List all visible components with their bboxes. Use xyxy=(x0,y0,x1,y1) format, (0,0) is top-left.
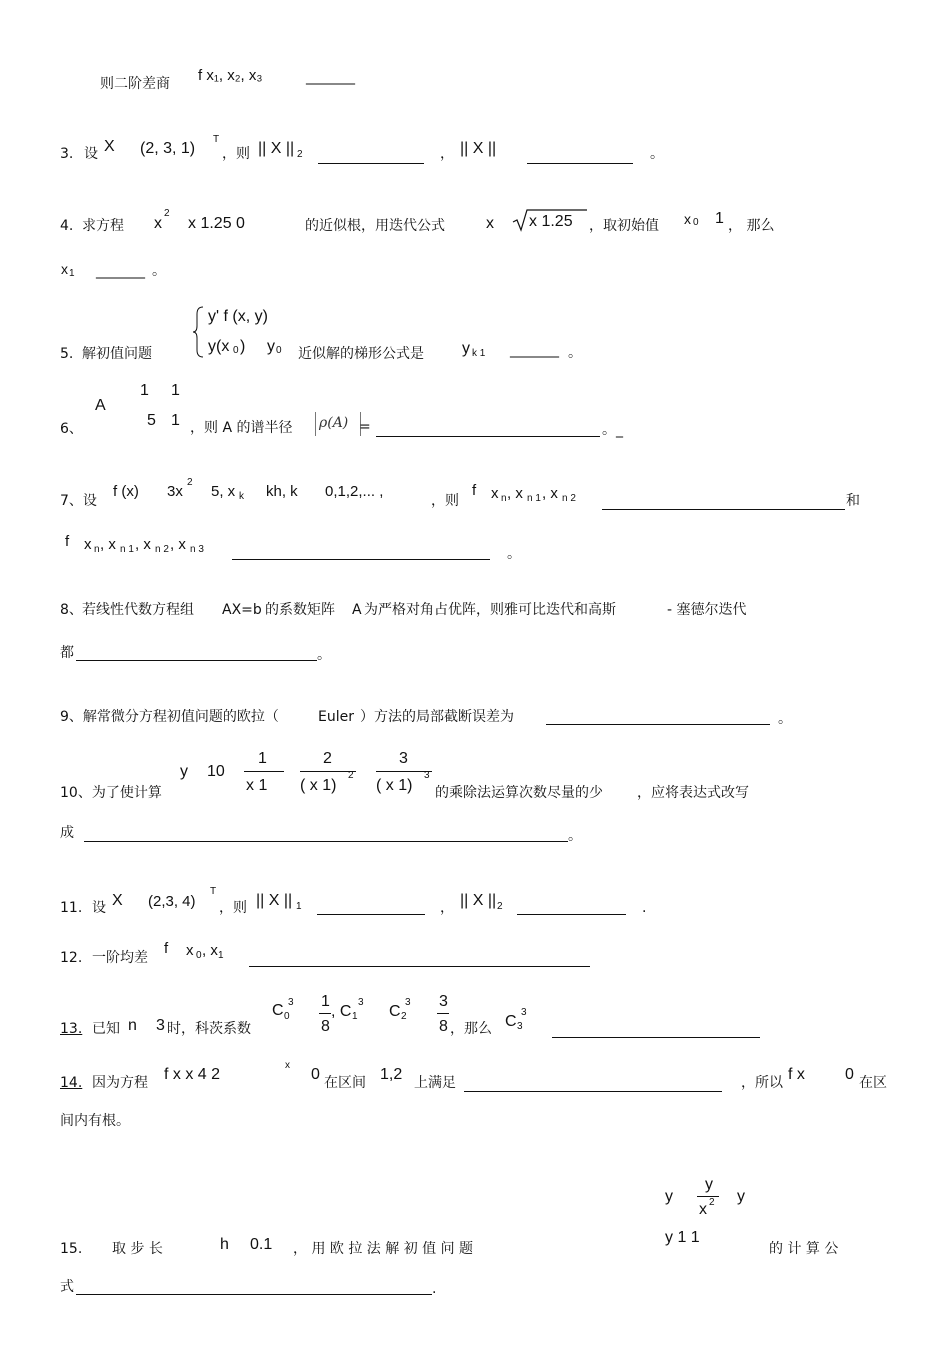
q7-sq: 2 xyxy=(187,477,193,488)
q4-then: ， 那么 xyxy=(728,218,775,234)
q4-mid: 的近似根，用迭代公式 xyxy=(305,218,445,234)
q7-blank-1[interactable] xyxy=(602,509,845,510)
q5-number: 5. xyxy=(60,346,74,362)
q15-ode-den: x xyxy=(699,1201,707,1218)
q10-d1: x 1 xyxy=(246,777,268,794)
q5-ode2a: y(x xyxy=(208,338,230,355)
q4-x0-sub: 0 xyxy=(693,217,699,228)
q7-n2: n 2 xyxy=(562,493,576,504)
q6-number: 6、 xyxy=(60,421,83,437)
q3-norminf: || X || xyxy=(460,140,497,157)
q15-number: 15. xyxy=(60,1241,83,1257)
q10-end: 。 xyxy=(568,828,582,844)
q4-init: ，取初始值 xyxy=(589,218,659,234)
q4-sqrt-body: x 1.25 xyxy=(529,213,573,230)
q13-c2: C xyxy=(389,1003,401,1020)
q7-gxn1: , x xyxy=(100,536,116,553)
q2-expr: f x₁, x₂, x₃ xyxy=(198,67,263,84)
q15-ode-num: y xyxy=(705,1176,713,1193)
q15-ode-y2: y xyxy=(737,1188,745,1205)
q13-c1: , C xyxy=(331,1003,352,1020)
q13-n: n xyxy=(128,1017,137,1034)
q7-ff: f xyxy=(472,482,477,499)
q7-number: 7、设 xyxy=(60,493,97,509)
q13-c3-sup: 3 xyxy=(521,1007,527,1018)
q13-c1-sup: 3 xyxy=(358,997,364,1008)
q11-label: 设 xyxy=(92,900,106,916)
q5-ode2b: 0 xyxy=(233,345,239,356)
q14-text2: 在区间 xyxy=(324,1075,366,1091)
q13-c3-sub: 3 xyxy=(517,1021,523,1032)
q9-end: 。 xyxy=(778,711,792,727)
q14-text6: 间内有根。 xyxy=(60,1113,130,1129)
q6-r2b: 1 xyxy=(171,412,180,429)
q11-blank-1[interactable] xyxy=(317,914,425,915)
q5-yk: y xyxy=(462,340,470,357)
q5-ode1: y' f (x, y) xyxy=(208,308,268,325)
q11-transpose: T xyxy=(210,886,217,897)
q14-eq: f x x 4 2 xyxy=(164,1066,221,1083)
q11-norm1: || X || xyxy=(256,892,293,909)
q3-norm2: || X || xyxy=(258,140,295,157)
q13-c0-sup: 3 xyxy=(288,997,294,1008)
q10-frac-bar-1 xyxy=(244,771,284,772)
q6-mid: ，则 A 的谱半径 xyxy=(190,420,293,436)
q13-c2-sub: 2 xyxy=(401,1011,407,1022)
q10-d3: ( x 1) xyxy=(376,777,413,794)
q3-blank-1[interactable] xyxy=(318,163,424,164)
q6-rho: ρ(A) xyxy=(319,415,349,431)
q10-n1: 1 xyxy=(258,750,267,767)
q10-p2: 2 xyxy=(348,770,354,781)
q10-ten: 10 xyxy=(207,763,225,780)
q11-blank-2[interactable] xyxy=(517,914,626,915)
q13-c1-sub: 1 xyxy=(352,1011,358,1022)
q3-blank-2[interactable] xyxy=(527,163,633,164)
q13-number: 13. xyxy=(60,1021,83,1037)
q6-eq: = xyxy=(359,419,371,435)
q13-c0-sub: 0 xyxy=(284,1011,290,1022)
q5-ode2d: y xyxy=(267,338,275,355)
left-brace-icon xyxy=(192,306,204,358)
q10-cheng: 成 xyxy=(60,825,74,841)
q10-p3: 3 xyxy=(424,770,430,781)
q14-text5: 在区 xyxy=(859,1075,887,1091)
q11-number: 11. xyxy=(60,900,83,916)
q10-n2: 2 xyxy=(323,750,332,767)
q2-blank[interactable]: _______ xyxy=(306,69,355,85)
q6-r2a: 5 xyxy=(147,412,156,429)
q13-f1-den: 8 xyxy=(321,1018,330,1035)
q7-and: 和 xyxy=(846,493,860,509)
q7-f3: 5, x xyxy=(211,483,236,500)
q13-f2-num: 3 xyxy=(439,993,448,1010)
q5-blank[interactable]: _______ xyxy=(510,342,559,358)
q6-blank[interactable] xyxy=(376,436,600,437)
q8-blank[interactable] xyxy=(76,660,317,661)
q3-transpose: T xyxy=(213,134,220,145)
q11-end: . xyxy=(642,900,647,916)
q13-c2-sup: 3 xyxy=(405,997,411,1008)
q15-init: y 1 1 xyxy=(665,1229,700,1246)
q14-number: 14. xyxy=(60,1075,83,1091)
q7-xn: x xyxy=(491,485,499,502)
q11-norm2: || X || xyxy=(460,892,497,909)
q13-c3: C xyxy=(505,1013,517,1030)
q13-then: ，那么 xyxy=(450,1021,492,1037)
q10-y: y xyxy=(180,763,188,780)
q15-text4: 式 xyxy=(60,1279,74,1295)
q13-c0: C xyxy=(272,1002,284,1019)
q11-vector: (2,3, 4) xyxy=(148,893,196,910)
q14-sup: x xyxy=(285,1060,290,1071)
q8-number: 8、 xyxy=(60,602,83,618)
q7-blank-2[interactable] xyxy=(232,559,490,560)
q12-blank[interactable] xyxy=(249,966,590,967)
q13-text2: 时，科茨系数 xyxy=(167,1021,251,1037)
q4-label: 求方程 xyxy=(82,218,124,234)
q8-text2: 的系数矩阵 xyxy=(265,602,335,618)
q12-label: 一阶均差 xyxy=(92,950,148,966)
q15-text1: 取 步 长 xyxy=(112,1241,163,1257)
q4-x0: x xyxy=(684,211,691,227)
q5-mid: 近似解的梯形公式是 xyxy=(298,346,424,362)
q7-gn3: n 3 xyxy=(190,544,204,555)
q15-text3: 的 计 算 公 xyxy=(769,1241,839,1257)
q12-number: 12. xyxy=(60,950,83,966)
q13-blank[interactable] xyxy=(552,1037,760,1038)
q10-n3: 3 xyxy=(399,750,408,767)
q13-label: 已知 xyxy=(92,1021,120,1037)
q6-end: 。_ xyxy=(602,422,623,438)
q7-then: ，则 xyxy=(431,493,459,509)
q3-vector: (2, 3, 1) xyxy=(140,140,196,157)
q5-ode2c: ) xyxy=(240,338,246,355)
q8-text4: - 塞德尔迭代 xyxy=(667,602,747,618)
q3-x: X xyxy=(104,138,115,155)
q4-blank[interactable]: _______ xyxy=(96,263,145,279)
q12-x0: x xyxy=(186,942,194,959)
q14-text3: 上满足 xyxy=(414,1075,456,1091)
q7-gxn3: , x xyxy=(170,536,186,553)
q11-norm2-sub: 2 xyxy=(497,901,503,912)
q7-gn1: n 1 xyxy=(120,544,134,555)
q14-text4: ，所以 xyxy=(741,1075,783,1091)
q8-axb: AX=b xyxy=(222,602,262,618)
q4-eq-x: x xyxy=(154,215,162,232)
q3-norm2-sub: 2 xyxy=(297,149,303,160)
q9-euler: Euler xyxy=(318,709,354,725)
q7-xn2: , x xyxy=(542,485,558,502)
q8-text3: 为严格对角占优阵，则雅可比迭代和高斯 xyxy=(364,602,616,618)
q7-f2: 3x xyxy=(167,483,183,500)
q13-frac-bar-1 xyxy=(319,1013,331,1014)
q11-x: X xyxy=(112,892,123,909)
q8-text1: 若线性代数方程组 xyxy=(82,602,194,618)
q4-number: 4. xyxy=(60,218,74,234)
q7-gxn: x xyxy=(84,536,92,553)
q3-number: 3. xyxy=(60,146,74,162)
q3-end: 。 xyxy=(650,146,664,162)
q9-blank[interactable] xyxy=(546,724,770,725)
q7-f3-sub: k xyxy=(239,491,244,502)
q7-gf: f xyxy=(65,533,70,550)
q3-then: ，则 xyxy=(222,146,250,162)
q11-then: ，则 xyxy=(219,900,247,916)
q7-f5: 0,1,2,... , xyxy=(325,483,384,500)
q15-text2: ， 用 欧 拉 法 解 初 值 问 题 xyxy=(293,1241,474,1257)
q4-x0-val: 1 xyxy=(715,210,724,227)
q10-text3: ，应将表达式改写 xyxy=(637,785,749,801)
q14-f2: f x xyxy=(788,1066,805,1083)
q15-h: h xyxy=(220,1236,229,1253)
q8-a: A xyxy=(352,602,362,618)
q10-text2: 的乘除法运算次数尽量的少 xyxy=(435,785,603,801)
q9-text2: ）方法的局部截断误差为 xyxy=(360,709,514,725)
q11-comma: ， xyxy=(440,900,454,916)
q14-blank[interactable] xyxy=(464,1091,722,1092)
q4-eq-rest: x 1.25 0 xyxy=(188,215,245,232)
q14-interval: 1,2 xyxy=(380,1066,403,1083)
q6-a: A xyxy=(95,397,106,414)
q13-f1-num: 1 xyxy=(321,993,330,1010)
q15-end: . xyxy=(432,1281,437,1297)
q3-comma: ， xyxy=(440,146,454,162)
q4-iter-x: x xyxy=(486,215,494,232)
q8-end: 。 xyxy=(317,647,331,663)
q7-gn: n xyxy=(94,544,100,555)
q15-ode-sq: 2 xyxy=(709,1197,715,1208)
q10-number: 10、为了使计算 xyxy=(60,785,162,801)
q12-x1: , x xyxy=(202,942,218,959)
q12-sub1: 1 xyxy=(218,950,224,961)
q5-ode2e: 0 xyxy=(276,345,282,356)
q6-r1b: 1 xyxy=(171,382,180,399)
q5-end: 。 xyxy=(568,345,582,361)
q7-f4: kh, k xyxy=(266,483,298,500)
q9-text: 9、解常微分方程初值问题的欧拉（ xyxy=(60,709,279,725)
q15-h-val: 0.1 xyxy=(250,1236,273,1253)
q4-end: 。 xyxy=(152,263,166,279)
q10-blank[interactable] xyxy=(84,841,568,842)
q7-xn1: , x xyxy=(507,485,523,502)
q7-end: 。 xyxy=(507,546,521,562)
q7-gn2: n 2 xyxy=(155,544,169,555)
q7-f1: f (x) xyxy=(113,483,139,500)
q6-r1a: 1 xyxy=(140,382,149,399)
q12-f: f xyxy=(164,940,169,957)
q15-blank[interactable] xyxy=(76,1294,432,1295)
q15-frac-bar xyxy=(697,1196,719,1197)
q14-label: 因为方程 xyxy=(92,1075,148,1091)
q14-zero: 0 xyxy=(311,1066,320,1083)
q13-f2-den: 8 xyxy=(439,1018,448,1035)
q8-du: 都 xyxy=(60,645,74,661)
q13-frac-bar-2 xyxy=(437,1013,449,1014)
q4-x1: x xyxy=(61,261,68,277)
q15-ode-y: y xyxy=(665,1188,673,1205)
q12-sub0: 0 xyxy=(196,950,202,961)
q3-label: 设 xyxy=(84,146,98,162)
q11-norm1-sub: 1 xyxy=(296,901,302,912)
q14-zero2: 0 xyxy=(845,1066,854,1083)
q10-d2: ( x 1) xyxy=(300,777,337,794)
q5-label: 解初值问题 xyxy=(82,346,152,362)
q13-three: 3 xyxy=(156,1017,165,1034)
q4-x1-sub: 1 xyxy=(69,268,75,279)
q7-n1: n 1 xyxy=(527,493,541,504)
q2-label: 则二阶差商 xyxy=(100,76,170,92)
q7-gxn2: , x xyxy=(135,536,151,553)
q5-yk-sub: k 1 xyxy=(472,348,486,359)
q4-eq-sq: 2 xyxy=(164,208,170,219)
q7-n: n xyxy=(501,493,507,504)
